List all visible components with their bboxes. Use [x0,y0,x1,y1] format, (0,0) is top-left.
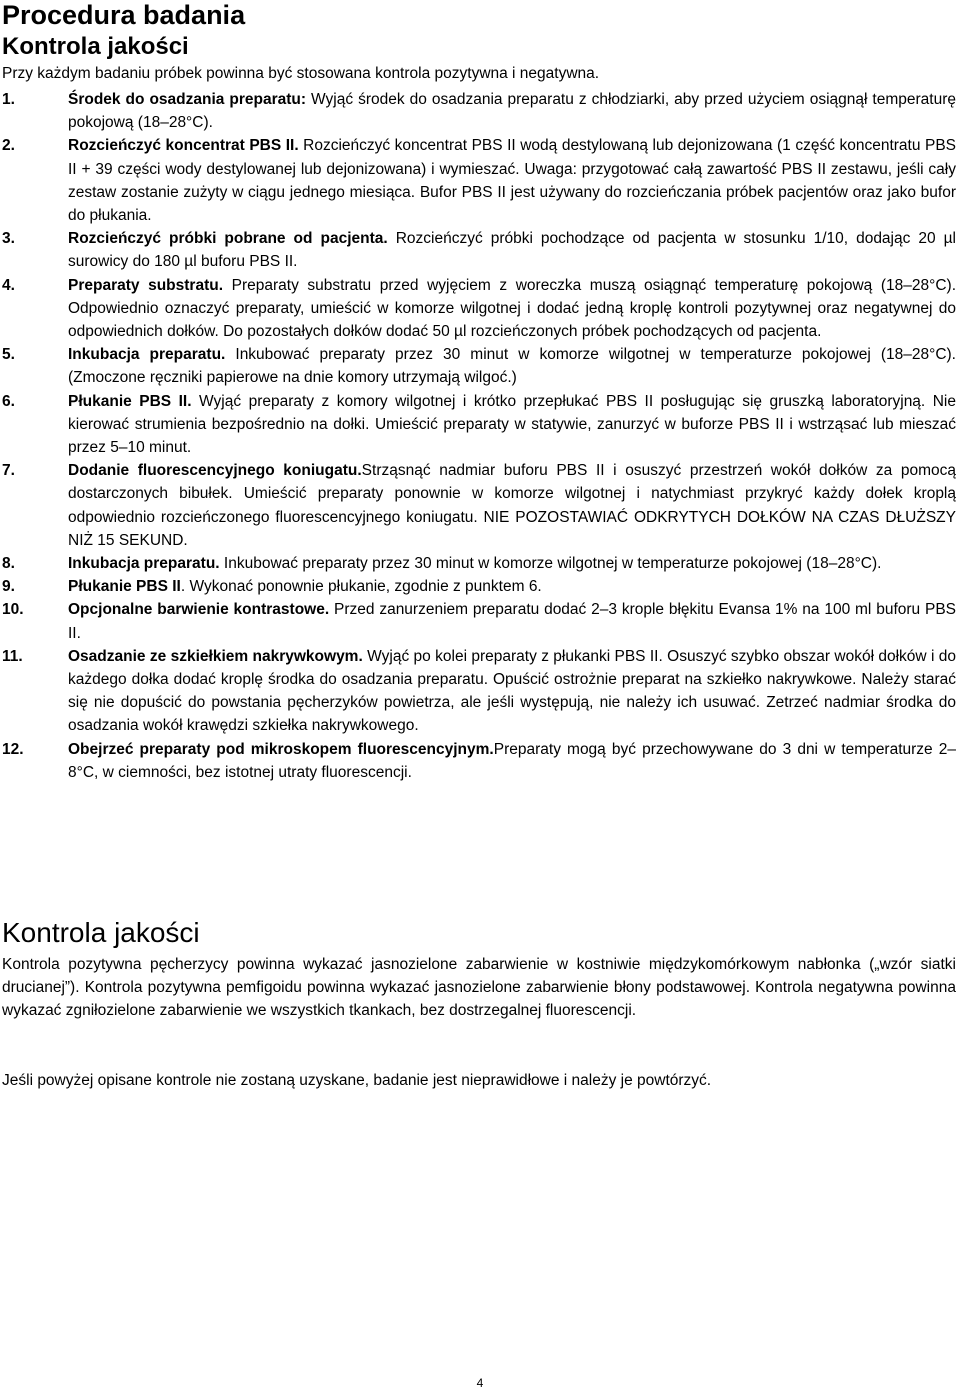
step-item [2,575,956,598]
step-text: Rozcieńczyć próbki pochodzące od pacjenta w stosunku 1/10, dodając 20 µl surowicy do 180 µl buforu PBS II. [68,230,956,271]
step-number: 5. [2,346,15,364]
step-text: Wyjąć środek do osadzania preparatu z chłodziarki, aby przed użyciem osiągnął temperaturę pokojową (18–28°C). [68,91,957,132]
step-text: Preparaty substratu przed wyjęciem z woreczka muszą osiągnąć temperaturę pokojową (18–28°C). Odpowiednio oznaczyć preparaty, umieścić w komorze wilgotnej i dodać jedną kroplę kontroli pozytywnej oraz negatywnej do odpowiednich dołków. Do pozostałych dołków dodać 50 µl rozcieńczonych próbek pochodzących od pacjenta. [68,276,956,341]
step-number: 7. [2,462,15,480]
step-number: 11. [2,647,23,665]
step-number: 1. [2,91,15,108]
step-item [2,738,956,784]
step-number: 6. [2,392,15,410]
step-text: Inkubować preparaty przez 30 minut w komorze wilgotnej w temperaturze pokojowej (18–28°C). (Zmoczone ręczniki papierowe na dnie komory utrzymają wilgoć.) [68,346,956,387]
step-item [2,645,956,738]
step-number: 2. [2,137,15,155]
step-number: 9. [2,578,15,596]
step-item [2,134,956,227]
step-lead: Opcjonalne barwienie kontrastowe. [68,601,330,619]
step-item [2,88,956,134]
step-text: Strząsnąć nadmiar buforu PBS II i osuszyć przestrzeń wokół dołków za pomocą dostarczonych bibułek. Umieścić preparaty ponownie w komorze wilgotnej i natychmiast przykryć każdy dołek kroplą odpowiednio rozcieńczonego fluorescencyjnego koniugatu. NIE POZOSTAWIAĆ ODKRYTYCH DOŁKÓW NA CZAS DŁUŻSZY NIŻ 15 SEKUND. [68,462,956,549]
step-number: 4. [2,276,15,294]
step-text: Preparaty mogą być przechowywane do 3 dni w temperaturze 2–8°C, w ciemności, bez istotnej utraty fluorescencji. [68,740,956,781]
step-text: Wyjąć po kolei preparaty z płukanki PBS II. Osuszyć szybko obszar wokół dołków i do każdego dołka dodać kroplę środka do osadzania preparatu. Opuścić ostrożnie preparat na szkiełko nakrywkowe. Należy starać się nie dopuścić do powstania pęcherzyków powietrza, ale jeśli występują, nie należy ich usuwać. Zetrzeć nadmiar środka do osadzania wokół krawędzi szkiełka nakrywkowego. [68,647,956,735]
section-subtitle: Kontrola jakości [2,33,189,60]
step-text: Wyjąć preparaty z komory wilgotnej i krótko przepłukać PBS II posługując się gruszką laboratoryjną. Nie kierować strumienia bezpośrednio na dołki. Umieścić preparaty w statywie, zanurzyć w buforze PBS II i wstrząsać lub mieszać przez 5–10 minut. [68,392,956,457]
procedure-steps [2,88,956,784]
step-lead: Preparaty substratu. [68,276,224,294]
step-text: Inkubować preparaty przez 30 minut w komorze wilgotnej w temperaturze pokojowej (18–28°C). [219,555,882,573]
step-lead: Inkubacja preparatu. [68,346,226,364]
step-item [2,274,956,344]
step-text: Rozcieńczyć koncentrat PBS II wodą destylowaną lub dejonizowana (1 część koncentratu PBS II + 39 części wody destylowanej lub dejonizowana) i wymieszać. Uwaga: przygotować całą zawartość PBS II zestawu, jeśli cały zestaw zostanie zużyty w ciągu jednego miesiąca. Bufor PBS II jest używany do rozcieńczania próbek pacjentów oraz jako bufor do płukania. [68,137,956,225]
step-lead: Obejrzeć preparaty pod mikroskopem fluorescencyjnym. [68,740,494,758]
step-lead: Środek do osadzania preparatu: [68,91,307,108]
step-item [2,343,956,389]
intro-text: Przy każdym badaniu próbek powinna być stosowana kontrola pozytywna i negatywna. [2,65,600,82]
step-lead: Dodanie fluorescencyjnego koniugatu. [68,462,362,480]
step-lead: Płukanie PBS II [68,578,181,596]
step-lead: Osadzanie ze szkiełkiem nakrywkowym. [68,647,363,665]
step-number: 8. [2,555,15,573]
step-lead: Rozcieńczyć próbki pobrane od pacjenta. [68,230,388,248]
step-item [2,598,956,644]
step-item [2,227,956,273]
quality-control-text: Kontrola pozytywna pęcherzycy powinna wykazać jasnozielone zabarwienie w kostniwie międzykomórkowym nabłonka („wzór siatki drucianej”). Kontrola pozytywna pemfigoidu powinna wykazać jasnozielone zabarwienie błony podstawowej. Kontrola negatywna powinna wykazać zgniłozielone zabarwienie we wszystkich tkankach, bez dostrzegalnej fluorescencji. [2,956,956,1020]
page-number: 4 [476,1376,484,1390]
step-text: Przed zanurzeniem preparatu dodać 2–3 krople błękitu Evansa 1% na 100 ml buforu PBS II. [68,601,956,642]
step-lead: Płukanie PBS II. [68,392,192,410]
page-title: Procedura badania [2,0,246,30]
step-lead: Inkubacja preparatu. [68,555,220,573]
step-item [2,390,956,460]
step-item [2,459,956,552]
step-number: 10. [2,601,24,619]
step-item [2,552,956,575]
final-note: Jeśli powyżej opisane kontrole nie zostaną uzyskane, badanie jest nieprawidłowe i należy je powtórzyć. [2,1072,712,1089]
step-text: . Wykonać ponownie płukanie, zgodnie z punktem 6. [180,578,542,596]
quality-control-heading: Kontrola jakości [2,917,200,948]
step-number: 12. [2,740,24,758]
step-number: 3. [2,230,15,248]
step-lead: Rozcieńczyć koncentrat PBS II. [68,137,299,155]
